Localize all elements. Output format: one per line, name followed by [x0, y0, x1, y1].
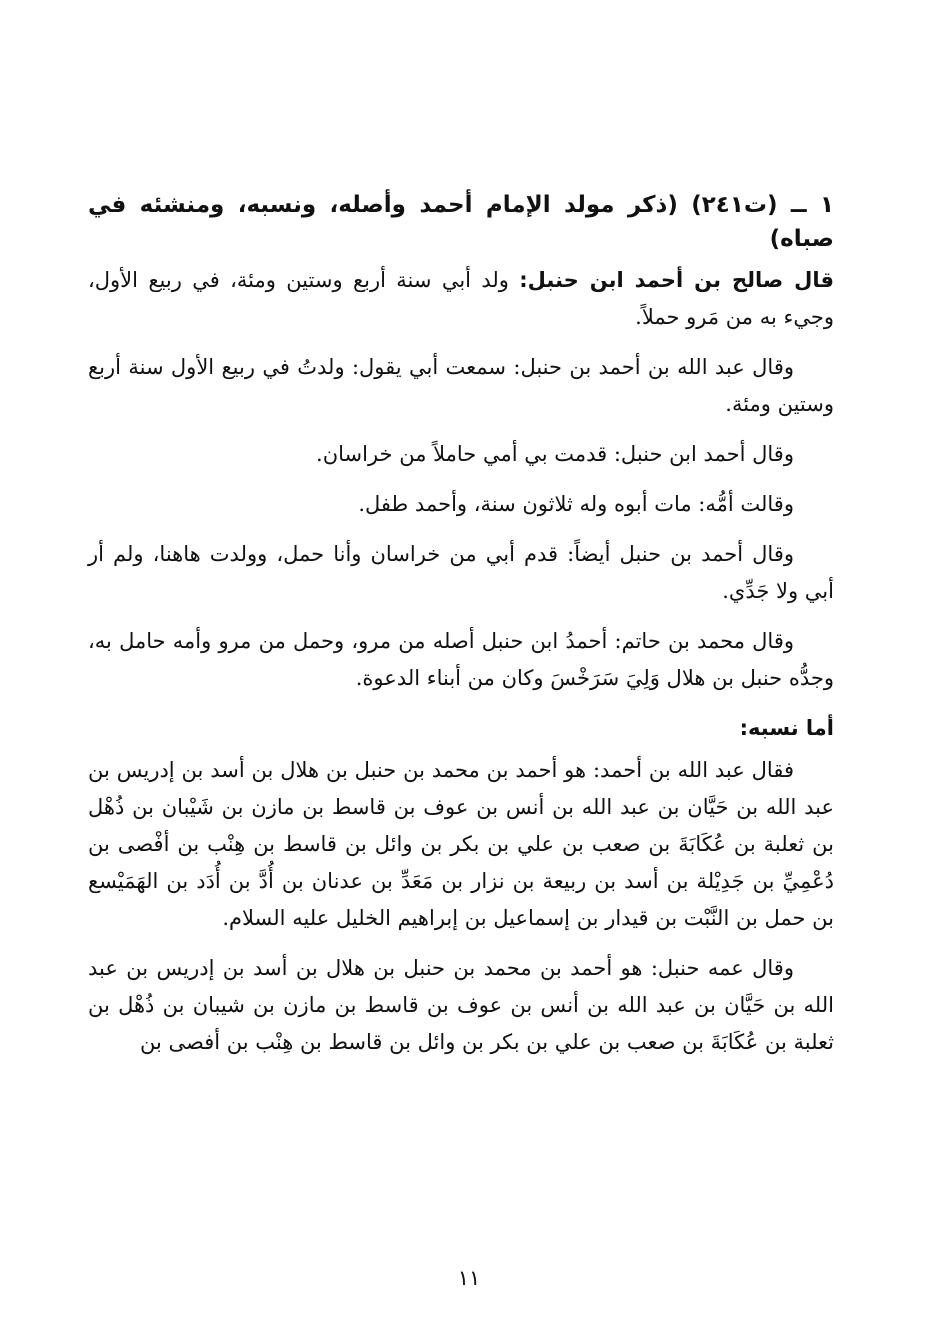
section-subheading: أما نسبه:	[739, 716, 834, 740]
chapter-heading: ١ ــ (ت٢٤١) (ذكر مولد الإمام أحمد وأصله، ونسبه، ومنشئه في صباه)	[88, 192, 834, 252]
page-number: ١١	[457, 1266, 481, 1290]
paragraph-3: وقال أحمد ابن حنبل: قدمت بي أمي حاملاً من خراسان.	[316, 442, 794, 466]
paragraph-text: ولد أبي سنة أربع وستين ومئة، في ربيع الأول، وجيء به من مَرو حملاً.	[88, 268, 834, 329]
speaker-label: قال صالح بن أحمد ابن حنبل:	[519, 268, 834, 292]
paragraph-5: وقال أحمد بن حنبل أيضاً: قدم أبي من خراسان وأنا حمل، وولدت هاهنا، ولم أر أبي ولا جَدِّي.	[88, 542, 834, 603]
paragraph-4: وقالت أمُّه: مات أبوه وله ثلاثون سنة، وأحمد طفل.	[358, 492, 794, 516]
page-body	[88, 188, 834, 1074]
paragraph-6: وقال محمد بن حاتم: أحمدُ ابن حنبل أصله من مرو، وحمل من مرو وأمه حامل به، وجدُّه حنبل بن هلال وَلِيَ سَرَخْسَ وكان من أبناء الدعوة.	[88, 629, 834, 690]
lineage-paragraph-2: وقال عمه حنبل: هو أحمد بن محمد بن حنبل بن هلال بن أسد بن إدريس بن عبد الله بن حَيَّان بن عبد الله بن أنس بن عوف بن قاسط بن مازن بن شيبان بن ذُهْل بن ثعلبة بن عُكَابَةَ بن صعب بن علي بن بكر بن وائل بن قاسط بن هِنْب بن أفصى بن	[88, 956, 834, 1054]
paragraph-2: وقال عبد الله بن أحمد بن حنبل: سمعت أبي يقول: ولدتُ في ربيع الأول سنة أربع وستين ومئة.	[88, 355, 834, 416]
lineage-paragraph-1: فقال عبد الله بن أحمد: هو أحمد بن محمد بن حنبل بن هلال بن أسد بن إدريس بن عبد الله بن حَيَّان بن عبد الله بن أنس بن عوف بن قاسط بن مازن بن شَيْبان بن ذُهْل بن ثعلبة بن عُكَابَةَ بن صعب بن علي بن بكر بن وائل بن قاسط بن هِنْب بن أفْصى بن دُعْمِيِّ بن جَدِيْلة بن أسد بن ربيعة بن نزار بن مَعَدِّ بن عدنان بن أُدَّ بن أُدَد بن الهَمَيْسع بن حمل بن النَّبْت بن قيدار بن إسماعيل بن إبراهيم الخليل عليه السلام.	[88, 758, 834, 930]
paragraph-1	[88, 262, 834, 336]
